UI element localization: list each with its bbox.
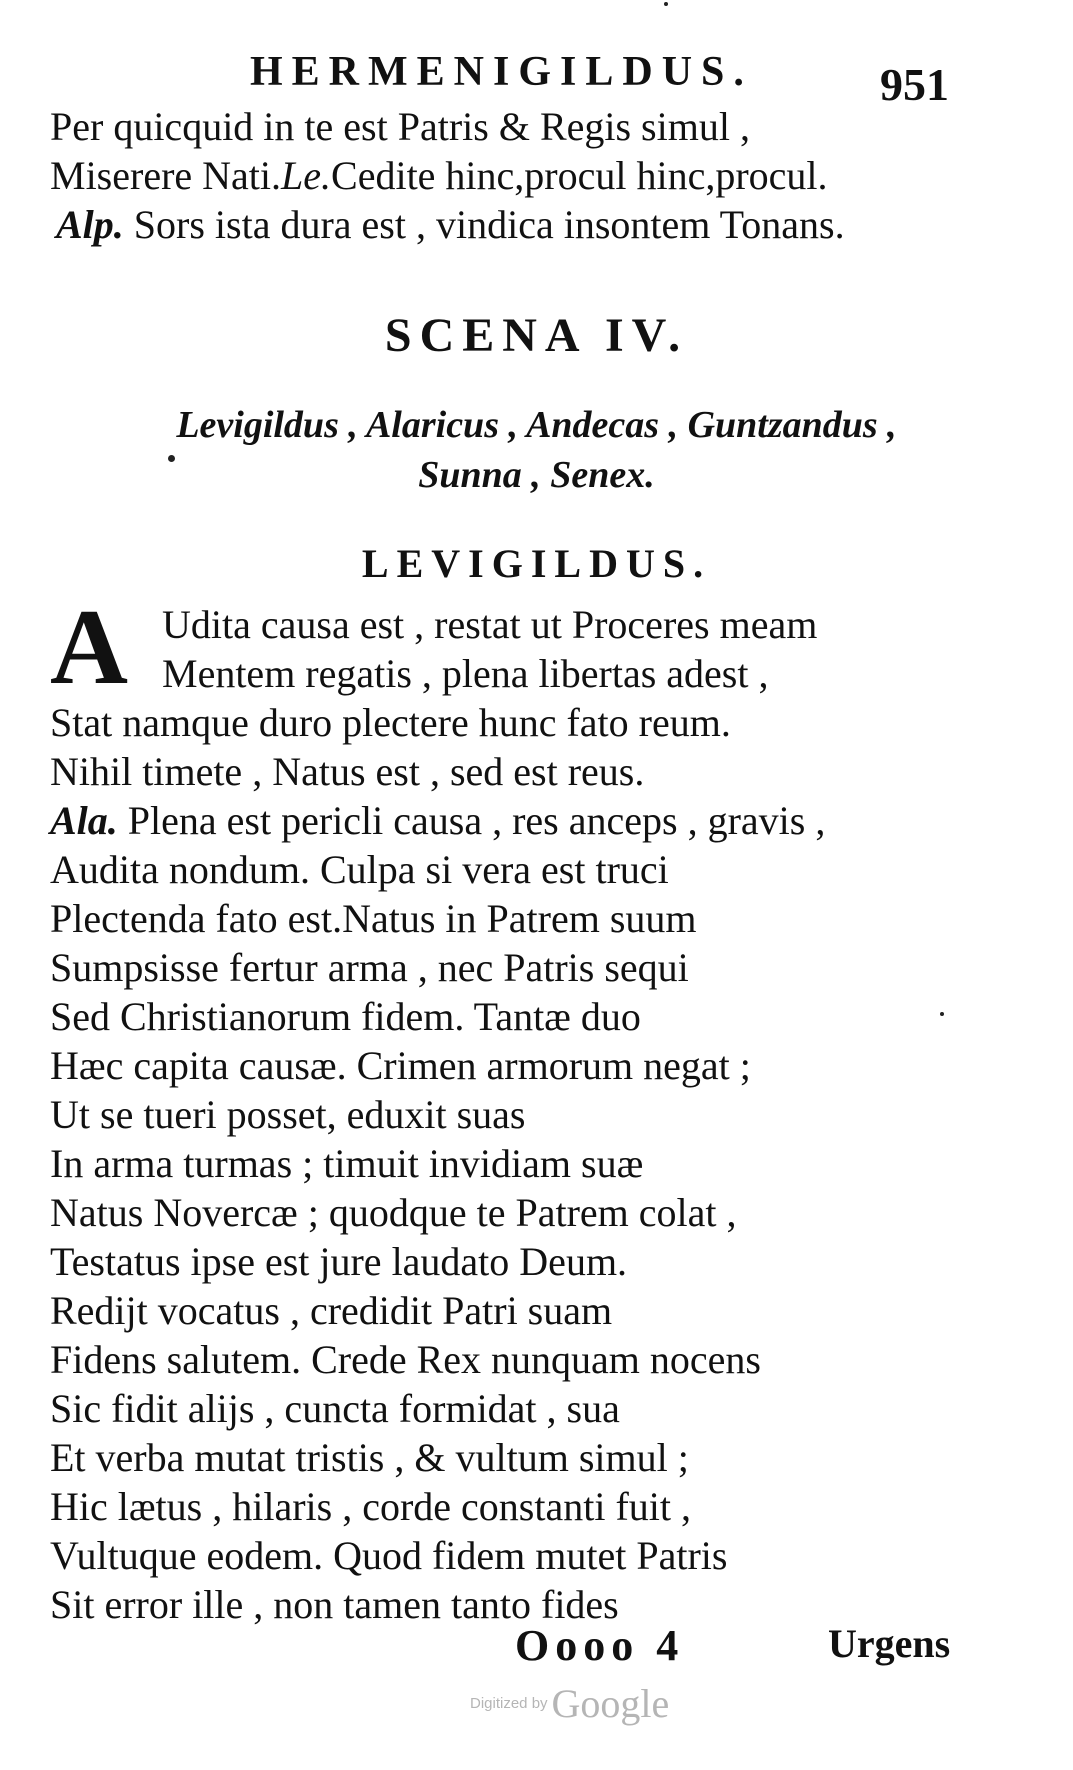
verse-line: Plectenda fato est.Natus in Patrem suum xyxy=(50,896,697,941)
page-number: 951 xyxy=(880,59,949,110)
verse-line: Et verba mutat tristis , & vultum simul ; xyxy=(50,1435,689,1480)
verse-line: Sit error ille , non tamen tanto fides xyxy=(50,1582,619,1627)
verse-text: Miserere Nati. xyxy=(50,153,282,198)
signature-mark: Oooo 4 xyxy=(515,1621,685,1670)
verse-line: Mentem regatis , plena libertas adest , xyxy=(162,651,769,696)
personae-line: Levigildus , Alaricus , Andecas , Guntzandus , xyxy=(176,404,897,446)
verse-line: Fidens salutem. Crede Rex nunquam nocens xyxy=(50,1337,761,1382)
verse-text: Plena est pericli causa , res anceps , gravis , xyxy=(127,798,826,843)
verse-line: Redijt vocatus , credidit Patri suam xyxy=(50,1288,613,1333)
verse-line: Per quicquid in te est Patris & Regis simul , xyxy=(50,104,750,149)
verse-line: Sic fidit alijs , cuncta formidat , sua xyxy=(50,1386,620,1431)
verse-line: Hic lætus , hilaris , corde constanti fuit , xyxy=(50,1484,691,1529)
ink-speck xyxy=(168,455,175,462)
verse-line: Stat namque duro plectere hunc fato reum. xyxy=(50,700,731,745)
drop-cap: A xyxy=(50,588,128,707)
verse-block-main xyxy=(50,588,1010,1629)
ink-speck xyxy=(940,1012,944,1016)
verse-line: Testatus ipse est jure laudato Deum. xyxy=(50,1239,628,1284)
personae-line: Sunna , Senex. xyxy=(418,454,655,496)
catchword: Urgens xyxy=(828,1621,951,1666)
speaker-label: Alp. xyxy=(56,202,124,247)
dramatis-personae xyxy=(0,400,1073,500)
verse-line xyxy=(50,796,1010,845)
verse-line: Nihil timete , Natus est , sed est reus. xyxy=(50,749,645,794)
verse-line: Audita nondum. Culpa si vera est truci xyxy=(50,847,669,892)
verse-line: Sed Christianorum fidem. Tantæ duo xyxy=(50,994,641,1039)
verse-line: Ut se tueri posset, eduxit suas xyxy=(50,1092,526,1137)
verse-line: Hæc capita causæ. Crimen armorum negat ; xyxy=(50,1043,751,1088)
verse-line: Natus Novercæ ; quodque te Patrem colat , xyxy=(50,1190,737,1235)
speaker-label: Le. xyxy=(281,153,332,198)
verse-text: Sors ista dura est , vindica insontem Tonans. xyxy=(133,202,845,247)
speaker-heading: LEVIGILDUS. xyxy=(361,541,712,586)
verse-line xyxy=(50,151,1010,200)
verse-block-top xyxy=(50,102,1010,249)
watermark-prefix: Digitized by xyxy=(470,1695,548,1712)
ink-speck xyxy=(664,2,668,6)
verse-line: In arma turmas ; timuit invidiam suæ xyxy=(50,1141,644,1186)
verse-line xyxy=(50,200,1010,249)
running-title: HERMENIGILDUS. xyxy=(250,49,753,95)
verse-text: Cedite hinc,procul hinc,procul. xyxy=(331,153,828,198)
verse-line: Sumpsisse fertur arma , nec Patris sequi xyxy=(50,945,689,990)
digitized-watermark xyxy=(470,1680,669,1727)
watermark-logo: Google xyxy=(551,1681,670,1726)
verse-line: Vultuque eodem. Quod fidem mutet Patris xyxy=(50,1533,728,1578)
speaker-label: Ala. xyxy=(50,798,118,843)
scene-title: SCENA IV. xyxy=(384,309,689,362)
verse-line: Udita causa est , restat ut Proceres meam xyxy=(162,602,818,647)
